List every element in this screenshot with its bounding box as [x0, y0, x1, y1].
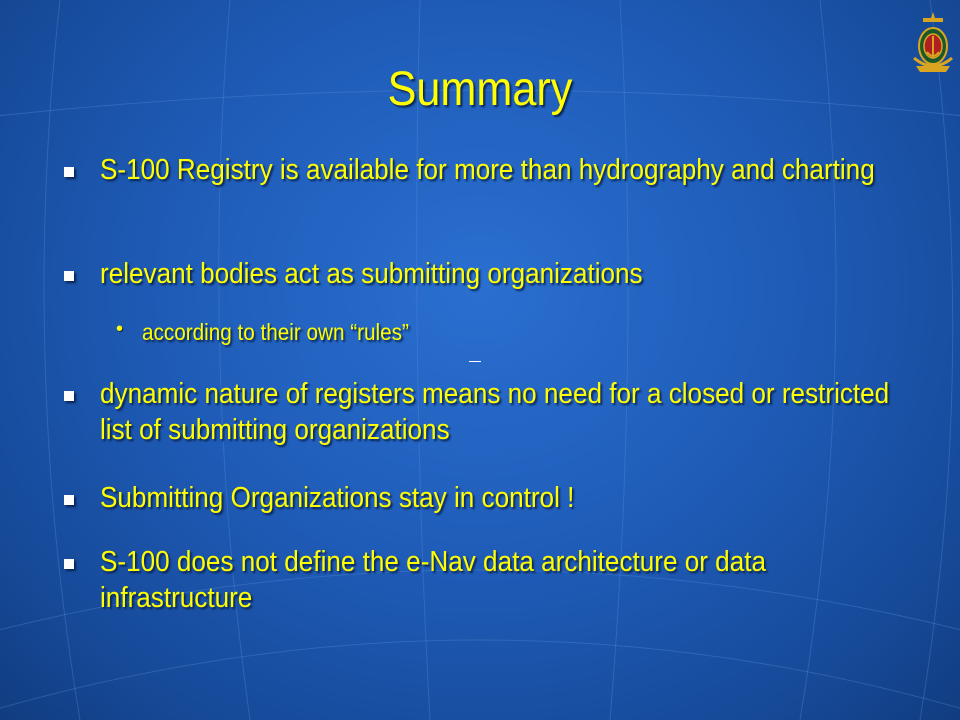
square-bullet-icon [64, 391, 74, 401]
summary-item-control [100, 480, 883, 516]
square-bullet-icon [64, 167, 74, 177]
summary-item-relevant-bodies [100, 256, 883, 292]
summary-item-registry [100, 152, 883, 188]
summary-item-text: Submitting Organizations stay in control ! [100, 482, 575, 514]
summary-item-text: S-100 Registry is available for more than hydrography and charting [100, 154, 875, 186]
square-bullet-icon [64, 559, 74, 569]
summary-item-dynamic-registers [100, 376, 910, 448]
summary-item-text: S-100 does not define the e-Nav data architecture or data infrastructure [100, 546, 766, 614]
summary-item-architecture [100, 544, 892, 616]
square-bullet-icon [64, 271, 74, 281]
ihb-emblem-icon [908, 8, 958, 80]
summary-subitem-rules [142, 318, 592, 346]
cursor-mark [469, 361, 481, 362]
square-bullet-icon [64, 495, 74, 505]
slide-title: Summary [387, 63, 573, 116]
dot-bullet-icon: • [116, 318, 124, 340]
summary-item-text: dynamic nature of registers means no need for a closed or restricted list of submitting organizations [100, 378, 890, 446]
summary-subitem-text: according to their own “rules” [142, 319, 409, 345]
summary-item-text: relevant bodies act as submitting organizations [100, 258, 643, 290]
